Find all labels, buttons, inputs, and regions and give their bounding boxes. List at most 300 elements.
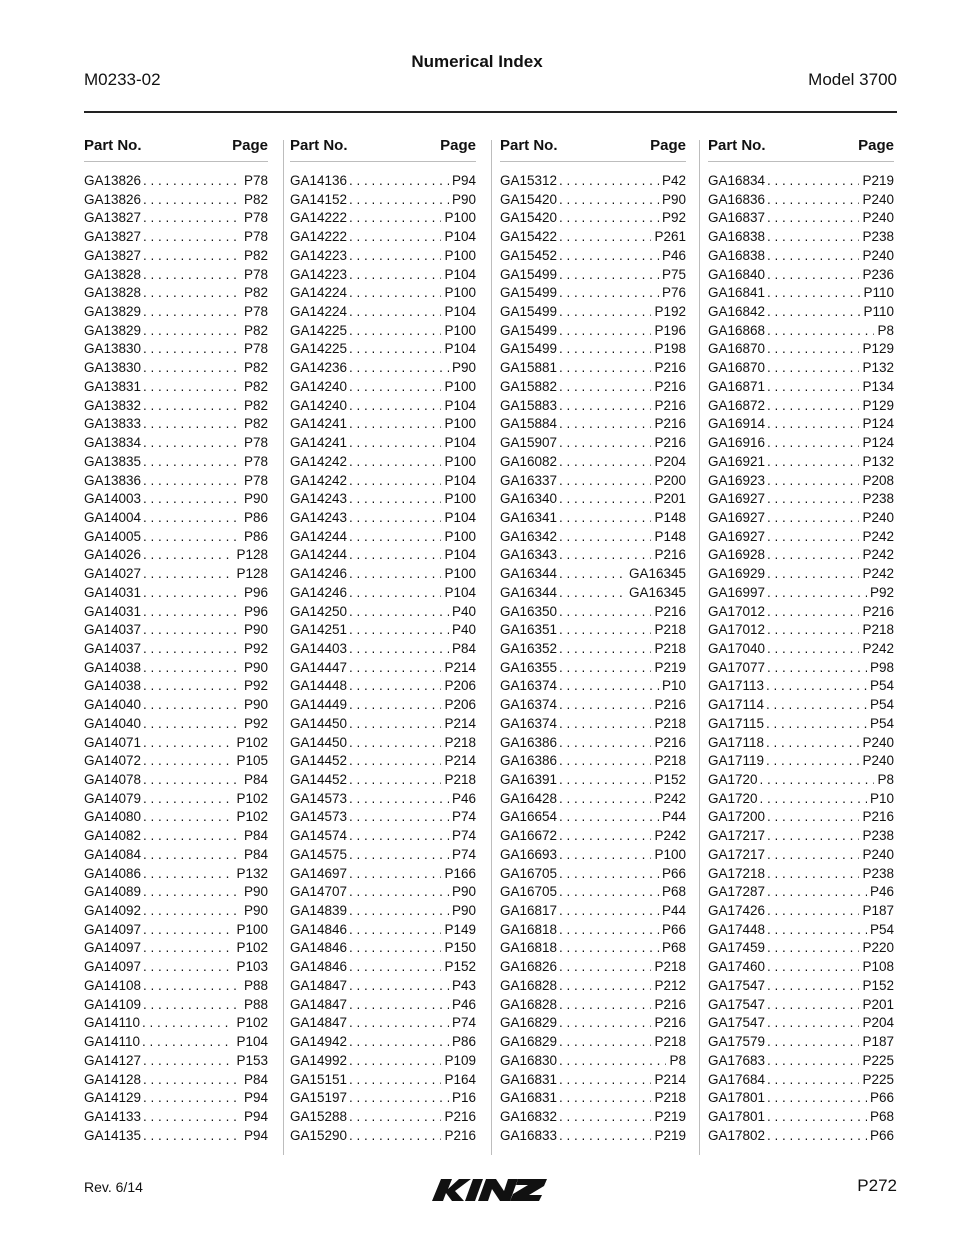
page-reference: P100 (444, 210, 476, 226)
part-number: GA17802 (708, 1127, 766, 1143)
part-number: GA14223 (290, 266, 348, 282)
dot-leader (765, 341, 859, 356)
part-number: GA16693 (500, 846, 558, 862)
index-row (84, 248, 268, 267)
index-row (500, 641, 686, 660)
index-row (84, 566, 268, 585)
page-reference: P240 (862, 846, 894, 862)
index-row (290, 192, 476, 211)
page-reference: P201 (654, 491, 686, 507)
part-number: GA16841 (708, 285, 766, 301)
page-reference: P78 (243, 472, 268, 488)
part-number: GA16818 (500, 940, 558, 956)
index-row (500, 173, 686, 192)
page-reference: P219 (654, 1108, 686, 1124)
page-reference: P242 (862, 640, 894, 656)
part-number: GA16923 (708, 472, 766, 488)
dot-leader (765, 398, 859, 413)
dot-leader (557, 1053, 666, 1068)
page-reference: P166 (444, 865, 476, 881)
part-number: GA14244 (290, 528, 348, 544)
index-row (84, 772, 268, 791)
dot-leader (141, 735, 233, 750)
dot-leader (347, 341, 441, 356)
part-number: GA17448 (708, 921, 766, 937)
page-reference: P132 (862, 360, 894, 376)
dot-leader (141, 922, 233, 937)
dot-leader (764, 735, 859, 750)
part-number: GA14241 (290, 435, 348, 451)
dot-leader (765, 1090, 867, 1105)
dot-leader (557, 267, 659, 282)
part-number: GA17547 (708, 977, 766, 993)
dot-leader (557, 697, 651, 712)
dot-leader (141, 267, 241, 282)
index-row (708, 978, 894, 997)
part-number: GA14447 (290, 659, 348, 675)
dot-leader (141, 753, 233, 768)
page-reference: P242 (862, 547, 894, 563)
part-number: GA14846 (290, 921, 348, 937)
part-number: GA14072 (84, 753, 142, 769)
page-reference: P200 (654, 472, 686, 488)
index-row (290, 753, 476, 772)
dot-leader (347, 884, 449, 899)
dot-leader (141, 716, 241, 731)
page-reference: P105 (236, 753, 268, 769)
dot-leader (347, 229, 441, 244)
index-row (708, 809, 894, 828)
index-row (708, 210, 894, 229)
part-number: GA15882 (500, 378, 558, 394)
index-row (708, 922, 894, 941)
part-number: GA14040 (84, 697, 142, 713)
part-number: GA14092 (84, 903, 142, 919)
part-number: GA15290 (290, 1127, 348, 1143)
part-number: GA13828 (84, 285, 142, 301)
part-number: GA13827 (84, 247, 142, 263)
index-row (500, 323, 686, 342)
index-row (500, 791, 686, 810)
page-reference: P66 (869, 1090, 894, 1106)
dot-leader (765, 454, 859, 469)
index-row (500, 697, 686, 716)
part-number: GA14707 (290, 884, 348, 900)
page-reference: P216 (654, 1015, 686, 1031)
page-reference: P92 (661, 210, 686, 226)
index-row (84, 903, 268, 922)
part-number: GA14575 (290, 846, 348, 862)
dot-leader (141, 566, 233, 581)
part-number: GA14031 (84, 603, 142, 619)
dot-leader (557, 416, 651, 431)
dot-leader (347, 828, 449, 843)
page-reference: P8 (669, 1052, 686, 1068)
page-reference: P129 (862, 397, 894, 413)
index-row (500, 1015, 686, 1034)
index-row (84, 304, 268, 323)
index-row (500, 978, 686, 997)
part-number: GA15312 (500, 173, 558, 188)
header-divider (84, 111, 897, 113)
page-reference: P102 (236, 734, 268, 750)
index-row (500, 1034, 686, 1053)
part-number: GA14251 (290, 622, 348, 638)
part-number: GA16914 (708, 416, 766, 432)
dot-leader (557, 1072, 651, 1087)
dot-leader (141, 660, 241, 675)
column-header (500, 135, 686, 162)
page-reference: P88 (243, 996, 268, 1012)
dot-leader (765, 660, 867, 675)
page-reference: P68 (869, 1108, 894, 1124)
page-reference: P54 (869, 921, 894, 937)
page-reference: P46 (451, 996, 476, 1012)
index-row (500, 660, 686, 679)
part-number: GA14243 (290, 491, 348, 507)
part-number: GA17114 (708, 697, 765, 713)
page-reference: P66 (661, 865, 686, 881)
part-number: GA14086 (84, 865, 142, 881)
dot-leader (557, 585, 626, 600)
page-reference: P128 (236, 547, 268, 563)
dot-leader (765, 809, 859, 824)
index-row (708, 604, 894, 623)
page-reference: P92 (243, 715, 268, 731)
page-reference: P104 (444, 509, 476, 525)
dot-leader (141, 491, 241, 506)
index-row (708, 416, 894, 435)
part-number: GA17040 (708, 640, 766, 656)
part-number: GA1720 (708, 772, 758, 787)
part-number: GA14574 (290, 828, 348, 844)
index-row (290, 866, 476, 885)
page-reference: P104 (444, 435, 476, 451)
index-row (84, 435, 268, 454)
page-reference: P109 (444, 1052, 476, 1068)
part-number: GA14846 (290, 940, 348, 956)
dot-leader (765, 847, 859, 862)
part-number: GA14110 (84, 1015, 141, 1031)
page-reference: P90 (243, 903, 268, 919)
index-row (290, 922, 476, 941)
dot-leader (557, 753, 651, 768)
page-reference: P84 (243, 772, 268, 787)
index-row (500, 716, 686, 735)
page-reference: P208 (862, 472, 894, 488)
index-row (500, 866, 686, 885)
page-reference: P82 (243, 416, 268, 432)
part-number: GA17012 (708, 622, 766, 638)
dot-leader (765, 267, 859, 282)
part-number: GA17119 (708, 753, 765, 769)
index-row (290, 1109, 476, 1128)
index-row (500, 229, 686, 248)
page-reference: P54 (869, 697, 894, 713)
part-number: GA15288 (290, 1108, 348, 1124)
dot-leader (347, 940, 441, 955)
part-number: GA17459 (708, 940, 766, 956)
page-reference: P78 (243, 173, 268, 188)
part-number: GA14038 (84, 659, 142, 675)
dot-leader (347, 997, 449, 1012)
index-row (84, 604, 268, 623)
part-no-header: Part No. (290, 137, 348, 154)
part-number: GA14225 (290, 322, 348, 338)
dot-leader (140, 1015, 233, 1030)
page-reference: P216 (654, 416, 686, 432)
part-number: GA16386 (500, 734, 558, 750)
index-column-3 (500, 135, 686, 1146)
part-number: GA16344 (500, 584, 558, 600)
dot-leader (347, 585, 441, 600)
dot-leader (765, 641, 859, 656)
dot-leader (347, 491, 441, 506)
dot-leader (347, 622, 449, 637)
page-reference: P86 (451, 1034, 476, 1050)
page-reference: P82 (243, 378, 268, 394)
dot-leader (347, 604, 449, 619)
index-row (84, 379, 268, 398)
page-reference: P78 (243, 210, 268, 226)
page-reference: P82 (243, 285, 268, 301)
dot-leader (765, 622, 859, 637)
index-row (290, 323, 476, 342)
dot-leader (765, 529, 859, 544)
dot-leader (557, 304, 651, 319)
dot-leader (141, 416, 241, 431)
dot-leader (765, 922, 867, 937)
page-reference: P78 (243, 229, 268, 245)
page-reference: P68 (661, 940, 686, 956)
part-number: GA14452 (290, 753, 348, 769)
page-reference: P218 (654, 715, 686, 731)
part-number: GA17547 (708, 1015, 766, 1031)
part-number: GA15499 (500, 341, 558, 357)
dot-leader (557, 173, 659, 188)
dot-leader (765, 566, 859, 581)
dot-leader (764, 678, 867, 693)
index-row (84, 735, 268, 754)
dot-leader (765, 959, 859, 974)
part-number: GA14847 (290, 996, 348, 1012)
index-row (500, 1072, 686, 1091)
part-number: GA14038 (84, 678, 142, 694)
index-row (84, 454, 268, 473)
index-row (290, 697, 476, 716)
page-reference: P152 (654, 772, 686, 787)
part-number: GA15499 (500, 322, 558, 338)
part-number: GA14846 (290, 959, 348, 975)
dot-leader (765, 173, 859, 188)
index-row (708, 547, 894, 566)
dot-leader (347, 529, 441, 544)
part-number: GA13830 (84, 360, 142, 376)
page-reference: P42 (661, 173, 686, 188)
index-row (500, 940, 686, 959)
page-reference: P214 (444, 753, 476, 769)
index-row (708, 1128, 894, 1147)
dot-leader (557, 510, 651, 525)
index-row (500, 1109, 686, 1128)
page-reference: P242 (654, 828, 686, 844)
index-row (500, 604, 686, 623)
part-number: GA14847 (290, 1015, 348, 1031)
page-reference: P218 (862, 622, 894, 638)
page-reference: P103 (236, 959, 268, 975)
page-reference: P238 (862, 865, 894, 881)
page-reference: P218 (654, 640, 686, 656)
index-row (500, 735, 686, 754)
page-reference: P100 (654, 846, 686, 862)
index-row (500, 772, 686, 791)
index-row (708, 828, 894, 847)
page-reference: P66 (661, 921, 686, 937)
dot-leader (765, 997, 859, 1012)
part-number: GA16828 (500, 977, 558, 993)
dot-leader (347, 454, 441, 469)
index-row (290, 267, 476, 286)
part-number: GA14224 (290, 304, 348, 320)
part-number: GA13826 (84, 191, 142, 207)
part-number: GA14084 (84, 846, 142, 862)
index-row (708, 1015, 894, 1034)
index-row (290, 360, 476, 379)
index-row (500, 884, 686, 903)
part-number: GA1720 (708, 790, 758, 806)
index-row (708, 866, 894, 885)
part-number: GA16829 (500, 1015, 558, 1031)
page-reference: P216 (654, 547, 686, 563)
page-reference: P90 (243, 622, 268, 638)
index-row (84, 866, 268, 885)
part-number: GA16838 (708, 247, 766, 263)
dot-leader (141, 192, 241, 207)
part-number: GA14129 (84, 1090, 142, 1106)
page-reference: P54 (869, 678, 894, 694)
dot-leader (557, 716, 651, 731)
page-reference: P164 (444, 1071, 476, 1087)
page-reference: P148 (654, 509, 686, 525)
index-row (708, 772, 894, 791)
part-number: GA16341 (500, 509, 558, 525)
dot-leader (141, 585, 241, 600)
page-reference: P100 (444, 491, 476, 507)
dot-leader (347, 210, 441, 225)
dot-leader (347, 267, 441, 282)
part-number: GA16355 (500, 659, 558, 675)
dot-leader (764, 697, 867, 712)
dot-leader (347, 566, 441, 581)
page-reference: P104 (444, 304, 476, 320)
part-number: GA17460 (708, 959, 766, 975)
part-number: GA15499 (500, 285, 558, 301)
page-reference: P218 (654, 622, 686, 638)
dot-leader (557, 491, 651, 506)
dot-leader (141, 510, 241, 525)
part-number: GA17217 (708, 828, 766, 844)
dot-leader (765, 360, 859, 375)
dot-leader (141, 940, 233, 955)
part-number: GA13828 (84, 266, 142, 282)
page-reference: P212 (654, 977, 686, 993)
part-number: GA14450 (290, 715, 348, 731)
index-row (708, 847, 894, 866)
dot-leader (347, 753, 441, 768)
index-row (500, 922, 686, 941)
index-row (290, 379, 476, 398)
page-reference: P100 (444, 528, 476, 544)
part-number: GA16927 (708, 528, 766, 544)
page-reference: P82 (243, 360, 268, 376)
dot-leader (758, 772, 875, 787)
page-reference: P216 (862, 809, 894, 825)
part-number: GA15420 (500, 210, 558, 226)
column-divider (283, 140, 284, 1155)
index-rows (290, 173, 476, 1146)
part-number: GA14109 (84, 996, 142, 1012)
page-reference: P78 (243, 435, 268, 451)
index-row (84, 323, 268, 342)
page-reference: P98 (869, 659, 894, 675)
dot-leader (758, 791, 867, 806)
dot-leader (557, 192, 659, 207)
index-row (84, 1090, 268, 1109)
index-row (708, 678, 894, 697)
page-reference: P216 (654, 697, 686, 713)
dot-leader (764, 716, 867, 731)
index-row (290, 1090, 476, 1109)
part-number: GA17547 (708, 996, 766, 1012)
dot-leader (347, 809, 449, 824)
page-reference: P204 (654, 453, 686, 469)
page-reference: P218 (444, 772, 476, 787)
index-row (500, 398, 686, 417)
page-reference: P218 (654, 1034, 686, 1050)
dot-leader (347, 1072, 441, 1087)
part-number: GA16831 (500, 1090, 558, 1106)
page-reference: P242 (862, 528, 894, 544)
part-number: GA14223 (290, 247, 348, 263)
dot-leader (557, 978, 651, 993)
index-row (84, 192, 268, 211)
part-number: GA17801 (708, 1090, 766, 1106)
page-reference: P90 (243, 697, 268, 713)
index-row (290, 1053, 476, 1072)
part-number: GA16337 (500, 472, 558, 488)
dot-leader (347, 922, 441, 937)
dot-leader (347, 304, 441, 319)
page-reference: P187 (862, 903, 894, 919)
page-title: Numerical Index (411, 52, 543, 71)
index-row (290, 940, 476, 959)
page-reference: P40 (451, 603, 476, 619)
index-row (290, 248, 476, 267)
page-reference: P204 (862, 1015, 894, 1031)
dot-leader (765, 304, 860, 319)
dot-leader (141, 398, 241, 413)
index-row (500, 622, 686, 641)
dot-leader (347, 959, 441, 974)
index-row (500, 379, 686, 398)
page-reference: P218 (654, 753, 686, 769)
dot-leader (141, 1109, 241, 1124)
part-number: GA14242 (290, 453, 348, 469)
page-reference: P214 (444, 715, 476, 731)
part-number: GA14224 (290, 285, 348, 301)
dot-leader (347, 435, 441, 450)
dot-leader (557, 1015, 651, 1030)
